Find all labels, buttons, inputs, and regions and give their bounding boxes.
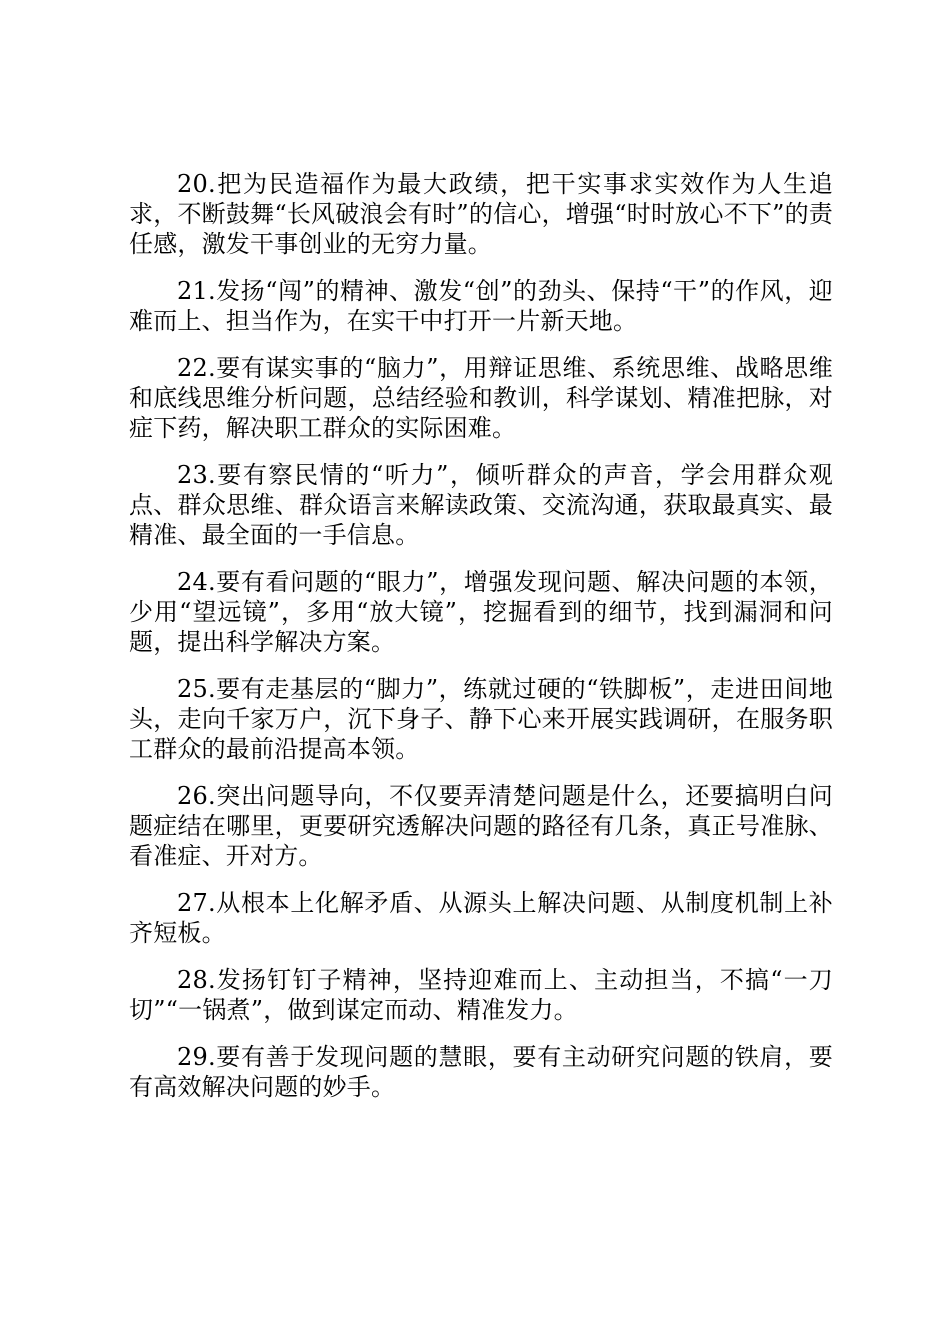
paragraph-20: 20.把为民造福作为最大政绩，把干实事求实效作为人生追求，不断鼓舞“长风破浪会有时”的信心，增强“时时放心不下”的责任感，激发干事创业的无穷力量。 [129,170,833,258]
paragraph-21: 21.发扬“闯”的精神、激发“创”的劲头、保持“干”的作风，迎难而上、担当作为，在实干中打开一片新天地。 [129,277,833,335]
document-page [129,169,833,1119]
paragraph-22: 22.要有谋实事的“脑力”，用辩证思维、系统思维、战略思维和底线思维分析问题，总结经验和教训，科学谋划、精准把脉，对症下药，解决职工群众的实际困难。 [129,354,833,442]
paragraph-24: 24.要有看问题的“眼力”，增强发现问题、解决问题的本领，少用“望远镜”，多用“放大镜”，挖掘看到的细节，找到漏洞和问题，提出科学解决方案。 [129,568,833,656]
paragraph-25: 25.要有走基层的“脚力”，练就过硬的“铁脚板”，走进田间地头，走向千家万户，沉下身子、静下心来开展实践调研，在服务职工群众的最前沿提高本领。 [129,675,833,763]
paragraph-23: 23.要有察民情的“听力”，倾听群众的声音，学会用群众观点、群众思维、群众语言来解读政策、交流沟通，获取最真实、最精准、最全面的一手信息。 [129,461,833,549]
paragraph-28: 28.发扬钉钉子精神，坚持迎难而上、主动担当，不搞“一刀切”“一锅煮”，做到谋定而动、精准发力。 [129,966,833,1024]
paragraph-26: 26.突出问题导向，不仅要弄清楚问题是什么，还要搞明白问题症结在哪里，更要研究透解决问题的路径有几条，真正号准脉、看准症、开对方。 [129,782,833,870]
paragraph-29: 29.要有善于发现问题的慧眼，要有主动研究问题的铁肩，要有高效解决问题的妙手。 [129,1043,833,1101]
paragraph-27: 27.从根本上化解矛盾、从源头上解决问题、从制度机制上补齐短板。 [129,889,833,947]
